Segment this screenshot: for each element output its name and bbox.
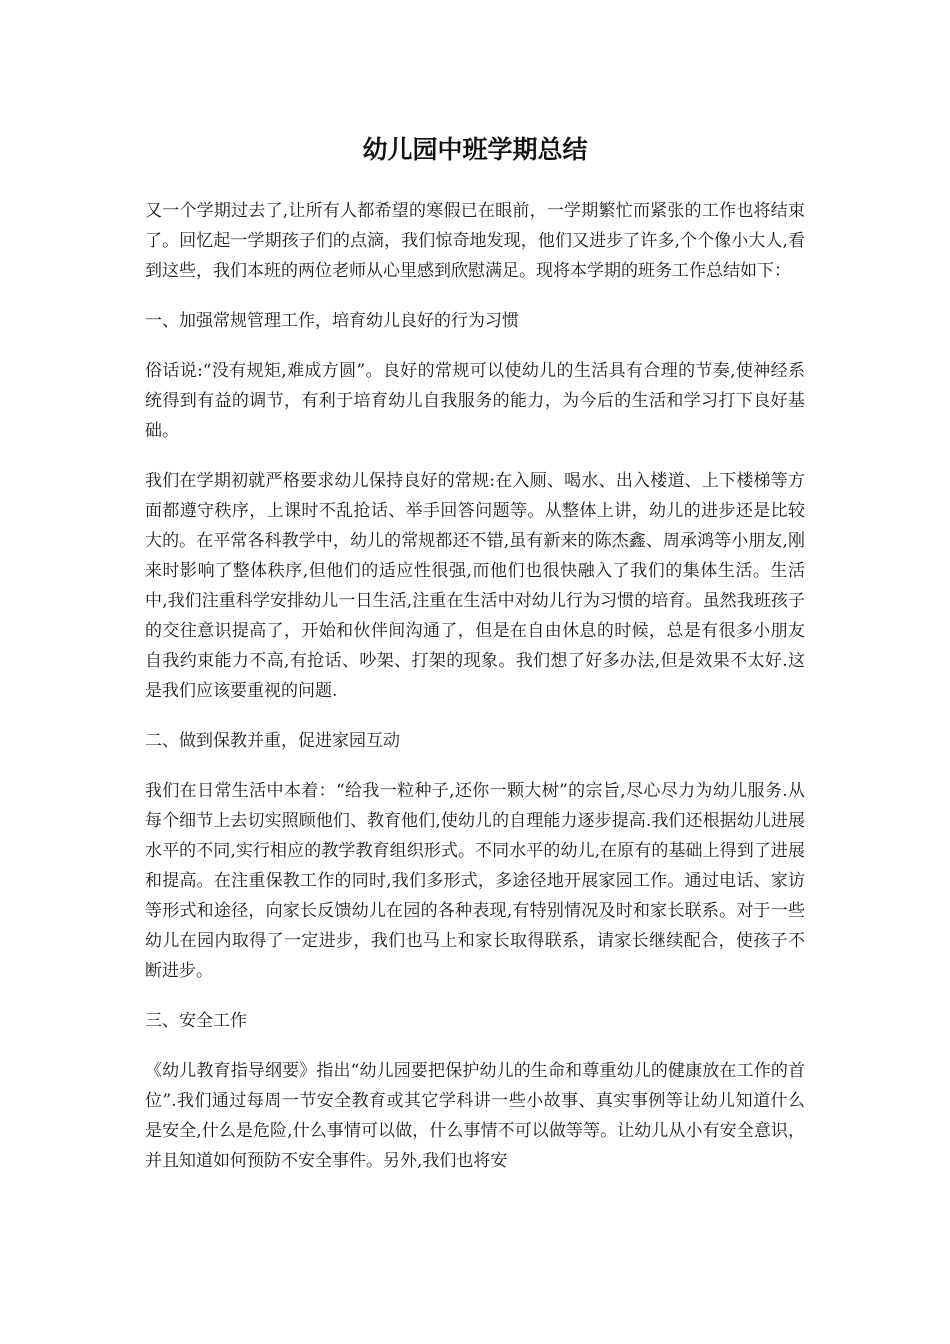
intro-paragraph: 又一个学期过去了,让所有人都希望的寒假已在眼前，一学期繁忙而紧张的工作也将结束了。回忆起一学期孩子们的点滴，我们惊奇地发现，他们又进步了许多,个个像小大人,看到这些，我们本班的两位老师从心里感到欣慰满足。现将本学期的班务工作总结如下： bbox=[145, 201, 805, 281]
section-3-paragraph-1: 《幼儿教育指导纲要》指出“幼儿园要把保护幼儿的生命和尊重幼儿的健康放在工作的首位”.我们通过每周一节安全教育或其它学科讲一些小故事、真实事例等让幼儿知道什么是安全,什么是危险,什么事情可以做，什么事情不可以做等等。让幼儿从小有安全意识，并且知道如何预防不安全事件。另外,我们也将安 bbox=[145, 1061, 805, 1171]
section-1-paragraph-2: 我们在学期初就严格要求幼儿保持良好的常规:在入厕、喝水、出入楼道、上下楼梯等方面都遵守秩序，上课时不乱抢话、举手回答问题等。从整体上讲，幼儿的进步还是比较大的。在平常各科教学中，幼儿的常规都还不错,虽有新来的陈杰鑫、周承鸿等小朋友,刚来时影响了整体秩序,但他们的适应性很强,而他们也很快融入了我们的集体生活。生活中,我们注重科学安排幼儿一日生活,注重在生活中对幼儿行为习惯的培育。虽然我班孩子的交往意识提高了，开始和伙伴间沟通了，但是在自由休息的时候，总是有很多小朋友自我约束能力不高,有抢话、吵架、打架的现象。我们想了好多办法,但是效果不太好.这是我们应该要重视的问题. bbox=[145, 471, 805, 701]
section-1-paragraph-1: 俗话说:“没有规矩,难成方圆”。良好的常规可以使幼儿的生活具有合理的节奏,使神经系统得到有益的调节，有利于培育幼儿自我服务的能力，为今后的生活和学习打下良好基础。 bbox=[145, 361, 805, 441]
document-body bbox=[145, 196, 805, 1196]
section-heading-1: 一、加强常规管理工作，培育幼儿良好的行为习惯 bbox=[145, 311, 519, 331]
document-title: 幼儿园中班学期总结 bbox=[362, 135, 588, 164]
section-heading-2: 二、做到保教并重，促进家园互动 bbox=[145, 731, 400, 751]
section-heading-3: 三、安全工作 bbox=[145, 1011, 247, 1031]
section-2-paragraph-1: 我们在日常生活中本着：“给我一粒种子,还你一颗大树”的宗旨,尽心尽力为幼儿服务.从每个细节上去切实照顾他们、教育他们,使幼儿的自理能力逐步提高.我们还根据幼儿进展水平的不同,实行相应的教学教育组织形式。不同水平的幼儿,在原有的基础上得到了进展和提高。在注重保教工作的同时,我们多形式，多途径地开展家园工作。通过电话、家访等形式和途径，向家长反馈幼儿在园的各种表现,有特别情况及时和家长联系。对于一些幼儿在园内取得了一定进步，我们也马上和家长取得联系，请家长继续配合，使孩子不断进步。 bbox=[145, 781, 805, 981]
